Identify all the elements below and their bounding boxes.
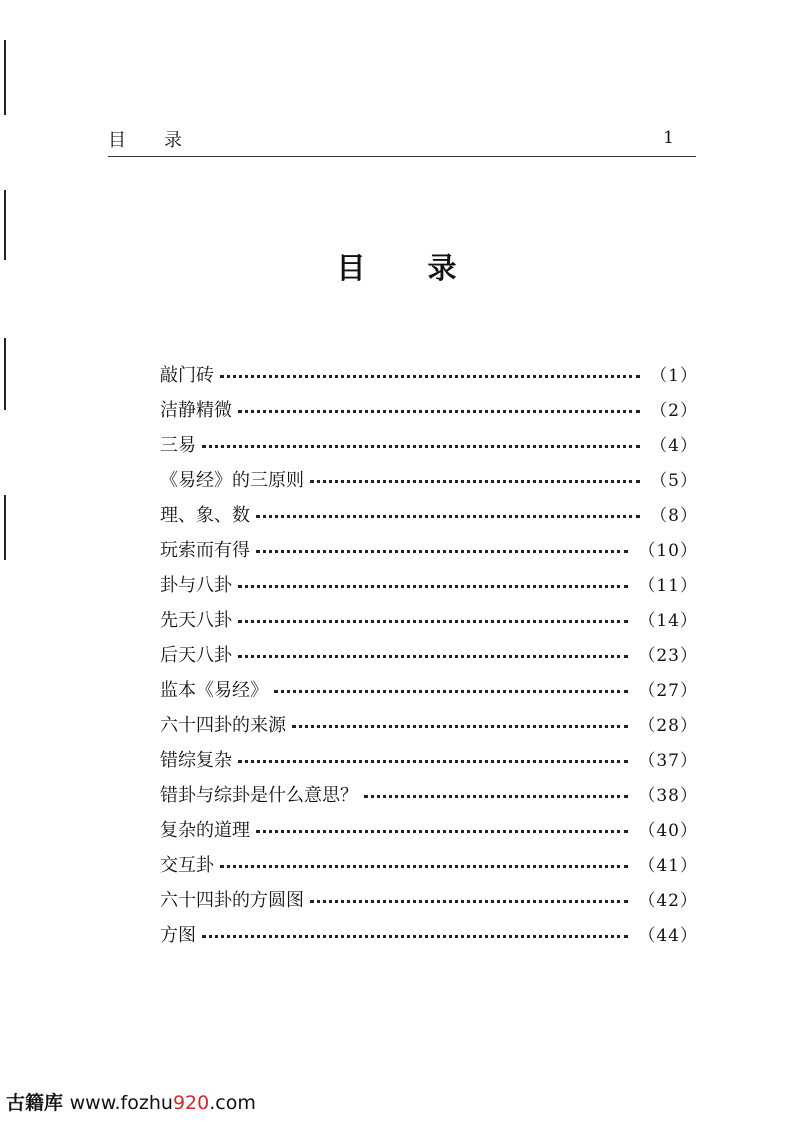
toc-entry[interactable] bbox=[160, 601, 698, 636]
toc-entry-page: （11） bbox=[638, 576, 698, 596]
toc-entry-label: 敲门砖 bbox=[160, 364, 214, 386]
toc-dot-leader bbox=[238, 584, 628, 588]
toc-entry-page: （1） bbox=[650, 366, 698, 386]
toc-entry-label: 六十四卦的来源 bbox=[160, 714, 286, 736]
toc-entry-page: （38） bbox=[638, 786, 698, 806]
toc-entry-page: （2） bbox=[650, 401, 698, 421]
toc-entry-label: 方图 bbox=[160, 924, 196, 946]
toc-dot-leader bbox=[238, 654, 628, 658]
toc-entry[interactable] bbox=[160, 881, 698, 916]
toc-entry-page: （42） bbox=[638, 891, 698, 911]
toc-entry[interactable] bbox=[160, 391, 698, 426]
toc-entry-page: （10） bbox=[638, 541, 698, 561]
toc-dot-leader bbox=[274, 689, 628, 693]
watermark-site-prefix: www.fozhu bbox=[69, 1092, 173, 1114]
toc-dot-leader bbox=[256, 829, 628, 833]
watermark bbox=[6, 1088, 256, 1115]
toc-entry[interactable] bbox=[160, 496, 698, 531]
toc-entry[interactable] bbox=[160, 356, 698, 391]
toc-entry[interactable] bbox=[160, 846, 698, 881]
toc-entry[interactable] bbox=[160, 671, 698, 706]
toc-dot-leader bbox=[238, 759, 628, 763]
toc-entry-page: （8） bbox=[650, 506, 698, 526]
table-of-contents bbox=[160, 356, 698, 951]
toc-dot-leader bbox=[310, 899, 628, 903]
toc-dot-leader bbox=[220, 864, 628, 868]
running-head bbox=[108, 126, 696, 157]
scan-edge-mark bbox=[4, 338, 6, 410]
toc-entry-page: （5） bbox=[650, 471, 698, 491]
toc-entry[interactable] bbox=[160, 566, 698, 601]
toc-dot-leader bbox=[238, 619, 628, 623]
toc-entry-label: 卦与八卦 bbox=[160, 574, 232, 596]
toc-entry-label: 洁静精微 bbox=[160, 399, 232, 421]
toc-dot-leader bbox=[238, 409, 640, 413]
toc-dot-leader bbox=[292, 724, 628, 728]
watermark-site-suffix: .com bbox=[209, 1092, 256, 1114]
toc-entry-label: 三易 bbox=[160, 434, 196, 456]
toc-dot-leader bbox=[364, 794, 628, 798]
toc-entry-page: （40） bbox=[638, 821, 698, 841]
toc-dot-leader bbox=[202, 934, 628, 938]
running-head-title: 目录 bbox=[108, 130, 220, 151]
toc-entry[interactable] bbox=[160, 461, 698, 496]
toc-entry-page: （4） bbox=[650, 436, 698, 456]
page-title: 目录 bbox=[336, 251, 519, 285]
toc-entry[interactable] bbox=[160, 776, 698, 811]
toc-entry-page: （28） bbox=[638, 716, 698, 736]
watermark-site-number: 920 bbox=[172, 1092, 210, 1114]
toc-entry-page: （27） bbox=[638, 681, 698, 701]
toc-dot-leader bbox=[202, 444, 640, 448]
toc-entry-page: （44） bbox=[638, 926, 698, 946]
toc-entry[interactable] bbox=[160, 426, 698, 461]
toc-entry-label: 错卦与综卦是什么意思？ bbox=[160, 784, 358, 806]
toc-entry-label: 《易经》的三原则 bbox=[160, 469, 304, 491]
toc-entry-label: 后天八卦 bbox=[160, 644, 232, 666]
toc-entry-page: （41） bbox=[638, 856, 698, 876]
toc-entry-label: 六十四卦的方圆图 bbox=[160, 889, 304, 911]
toc-dot-leader bbox=[220, 374, 640, 378]
toc-entry-label: 监本《易经》 bbox=[160, 679, 268, 701]
toc-entry-label: 理、象、数 bbox=[160, 504, 250, 526]
toc-entry-page: （23） bbox=[638, 646, 698, 666]
toc-dot-leader bbox=[256, 549, 628, 553]
toc-entry[interactable] bbox=[160, 741, 698, 776]
toc-entry[interactable] bbox=[160, 916, 698, 951]
toc-entry[interactable] bbox=[160, 531, 698, 566]
toc-entry-label: 先天八卦 bbox=[160, 609, 232, 631]
scan-edge-mark bbox=[4, 40, 6, 115]
toc-entry-label: 复杂的道理 bbox=[160, 819, 250, 841]
toc-entry-label: 玩索而有得 bbox=[160, 539, 250, 561]
toc-entry-page: （37） bbox=[638, 751, 698, 771]
toc-entry-label: 交互卦 bbox=[160, 854, 214, 876]
toc-dot-leader bbox=[256, 514, 640, 518]
running-head-page-number: 1 bbox=[663, 128, 674, 148]
toc-dot-leader bbox=[310, 479, 640, 483]
scan-edge-mark bbox=[4, 495, 6, 560]
toc-entry-page: （14） bbox=[638, 611, 698, 631]
watermark-brand: 古籍库 bbox=[6, 1092, 64, 1114]
toc-entry[interactable] bbox=[160, 811, 698, 846]
toc-entry[interactable] bbox=[160, 706, 698, 741]
toc-entry[interactable] bbox=[160, 636, 698, 671]
toc-entry-label: 错综复杂 bbox=[160, 749, 232, 771]
